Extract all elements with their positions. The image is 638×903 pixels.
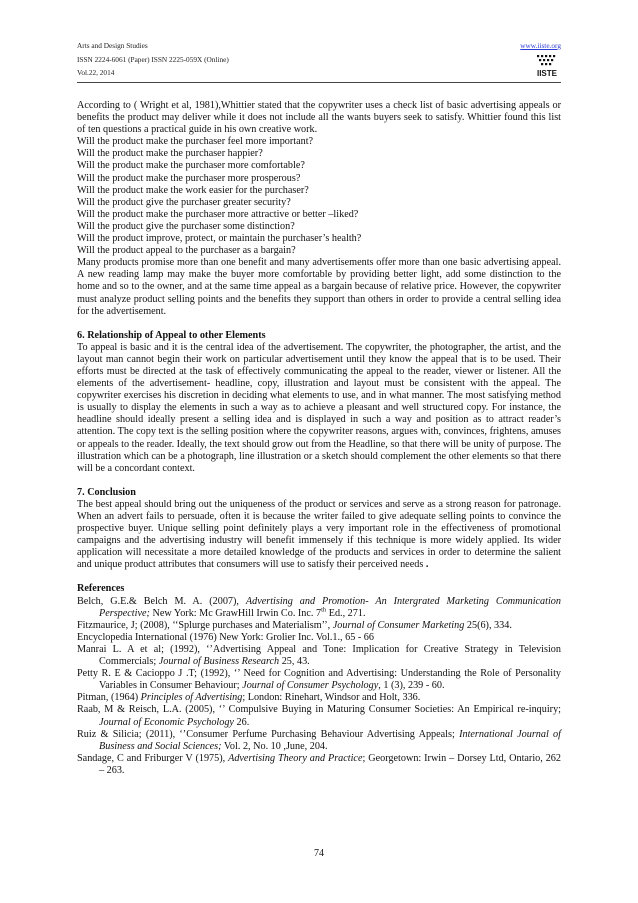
question-item: Will the product give the purchaser greater security? [77,196,291,208]
reference-pre: Ruiz & Silicia; (2011), ‘’Consumer Perfume Purchasing Behaviour Advertising Appeals; [77,728,460,740]
reference-sup: th [321,606,327,614]
reference-post2: Ed., 271. [326,607,366,619]
reference-ital: Advertising and Promotion- An Intergrated Marketing Communication Perspective; [99,595,561,619]
volume-line: Vol.22, 2014 [77,68,115,77]
reference-pre: Manrai L. A et al; (1992), ‘’Advertising Appeal and Tone: Implication for Creative Strategy in Television Commercials; [77,643,561,668]
question-item: Will the product give the purchaser some distinction? [77,220,295,232]
body-content [77,100,561,777]
section-6-heading: 6. Relationship of Appeal to other Elements [77,329,266,341]
reference-ital: Journal of Consumer Psychology [242,680,379,692]
reference-post: 25, 43. [279,656,310,668]
section-7-body [77,499,561,572]
reference-pre: Sandage, C and Friburger V (1975), [77,752,229,764]
question-list [77,136,561,257]
reference-post: 26. [233,716,250,728]
reference-item [77,753,561,777]
reference-ital: Journal of Consumer Marketing [332,619,465,631]
intro-after-paragraph: Many products promise more than one benefit and many advertisements offer more than one basic advertising appeal. A new reading lamp may make the buyer more comfortable by providing better light, add some distinction to the home and so to the owner, and at the same time appeal as a bargain because of relative price. However, the copywriter must analyze product selling points and the benefits they support than others in order to provide a central selling idea for the advertisement. [77,257,561,317]
question-item: Will the product improve, protect, or maintain the purchaser’s health? [77,233,362,245]
reference-item [77,668,561,692]
reference-pre: Raab, M & Reisch, L.A. (2005), ‘’ Compulsive Buying in Maturing Consumer Societies: An Empirical re-inquiry; [77,704,561,716]
reference-item [77,620,561,632]
question-item: Will the product make the purchaser more comfortable? [77,160,305,172]
reference-item [77,596,561,620]
reference-ital: Advertising Theory and Practice [228,752,363,764]
question-item: Will the product make the purchaser more prosperous? [77,172,301,184]
running-header [77,39,229,80]
reference-ital: Journal of Economic Psychology [99,716,234,728]
section-7-end-mark: . [425,559,429,571]
reference-pre: Petty R. E & Cacioppo J .T; (1992), ‘’ Need for Cognition and Advertising: Understanding the Role of Personality Variables in Consumer Behaviour; [77,668,561,692]
section-7-text: The best appeal should bring out the uniqueness of the product or services and serve as a strong reason for patronage. When an advert fails to persuade, often it is because the writer failed to give adequate selling points to convince the prospective buyer. Unique selling point definitely plays a very important role in the effectiveness of promotional campaigns and the advertising industry will benefit immensely if this technique is more widely applied. Its wider application will necessitate a more detailed knowledge of the products and services in order to determine the salient and unique product attributes that consumers will use to satisfy their perceived needs [77,498,561,571]
reference-post: ; London: Rinehart, Windsor and Holt, 336. [242,692,421,704]
reference-item [77,632,561,644]
reference-list [77,596,561,777]
section-6-body: To appeal is basic and it is the central idea of the advertisement. The copywriter, the photographer, the artist, and the layout man cannot begin their work on particular advertisement until they know the appeal that is to be used. Their efforts must be directed at the task of effectively communicating the appeal to the reader, viewer or listener. All the elements of the advertisement- headline, copy, illustration and layout must be consistent with the appeal. The copywriter exercises his discretion in deciding what elements to use, and in what manner. The most satisfying method is usually to display the elements in such a way as to achieve a pleasant and well structured copy. For instance, the headline should ideally present a selling idea and is displayed in such a way and position as to attract reader’s attention. The copy text is the selling position where the copywriter reasons, argues with, convinces, frightens, amuses or appeals to the reader. Ideally, the text should grow out from the Headline, so that there will be unity of purpose. The illustration which can be a photograph, line illustration or a sketch should complement the other elements so that there will be a concordant context. [77,341,561,474]
question-item: Will the product appeal to the purchaser as a bargain? [77,245,296,257]
reference-ital: Principles of Advertising [140,692,243,704]
reference-post: , 1 (3), 239 - 60. [378,680,445,692]
reference-post: 25(6), 334. [464,619,512,631]
journal-url-link[interactable]: www.iiste.org [520,41,561,50]
reference-item [77,704,561,728]
reference-pre: Encyclopedia International (1976) New York: Grolier Inc. Vol.1., 65 - 66 [77,631,374,643]
issn-line: ISSN 2224-6061 (Paper) ISSN 2225-059X (Online) [77,54,229,64]
question-item: Will the product make the work easier for the purchaser? [77,184,309,196]
reference-ital: International Journal of Business and Social Sciences; [99,728,561,752]
iiste-logo-icon [534,53,560,79]
reference-item [77,729,561,753]
reference-post: Vol. 2, No. 10 ,June, 204. [221,740,328,752]
reference-item [77,692,561,704]
reference-post: ; Georgetown: Irwin – Dorsey Ltd, Ontario, 262 – 263. [99,752,561,776]
reference-pre: Belch, G.E.& Belch M. A. (2007), [77,595,246,607]
page-number: 74 [314,848,324,859]
section-7-heading: 7. Conclusion [77,486,136,498]
question-item: Will the product make the purchaser feel more important? [77,136,314,148]
journal-name: Arts and Design Studies [77,41,148,50]
question-item: Will the product make the purchaser happier? [77,148,263,160]
question-item: Will the product make the purchaser more attractive or better –liked? [77,208,359,220]
reference-pre: Pitman, (1964) [77,692,141,704]
logo-text: IISTE [536,69,558,78]
header-divider [77,82,561,83]
reference-pre: Fitzmaurice, J; (2008), ‘‘Splurge purchases and Materialism’’, [77,619,333,631]
reference-item [77,644,561,668]
references-heading: References [77,583,125,595]
reference-post: New York: Mc GrawHill Irwin Co. Inc. 7 [149,607,322,619]
intro-paragraph: According to ( Wright et al, 1981),Whittier stated that the copywriter uses a check list of basic advertising appeals or benefits the product may deliver while it does not include all the wants buyers seek to satisfy. Whittier found this list of ten questions a practical guide in his own creative work. [77,100,561,136]
reference-ital: Journal of Business Research [158,656,280,668]
